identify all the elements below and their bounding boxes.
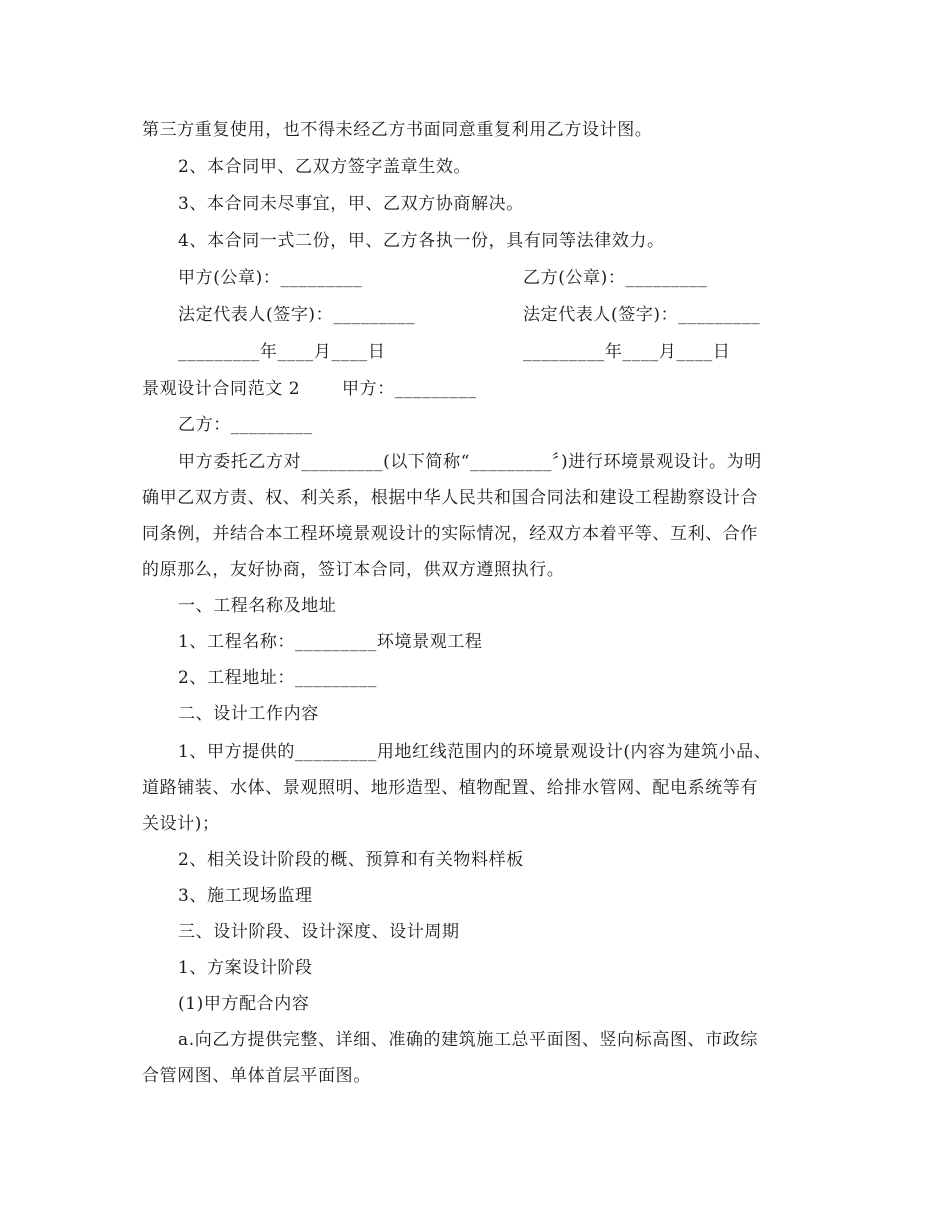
section-3-subitem-1: (1)甲方配合内容 (178, 994, 310, 1014)
party-b-date: _________年____月____日 (523, 342, 731, 362)
section-2-item-1-line-3: 关设计)； (142, 814, 220, 834)
section-3-a-line-1: a.向乙方提供完整、详细、准确的建筑施工总平面图、竖向标高图、市政综 (178, 1030, 758, 1050)
section-3-title: 三、设计阶段、设计深度、设计周期 (178, 922, 460, 942)
intro-line-2: 确甲乙双方责、权、利关系，根据中华人民共和国合同法和建设工程勘察设计合 (142, 488, 758, 508)
clause-2: 2、本合同甲、乙双方签字盖章生效。 (178, 157, 472, 177)
clause-3: 3、本合同未尽事宜，甲、乙双方协商解决。 (178, 194, 524, 214)
section-2-title: 二、设计工作内容 (178, 704, 319, 724)
intro-line-4: 的原那么，友好协商，签订本合同，供双方遵照执行。 (142, 560, 565, 580)
paragraph-line: 第三方重复使用，也不得未经乙方书面同意重复利用乙方设计图。 (142, 120, 653, 140)
second-contract-title: 景观设计合同范文 2 (142, 379, 301, 399)
intro-line-3: 同条例，并结合本工程环境景观设计的实际情况，经双方本着平等、互利、合作 (142, 524, 758, 544)
section-1-item-1: 1、工程名称：_________环境景观工程 (178, 632, 483, 652)
party-b-representative: 法定代表人(签字)：_________ (523, 305, 761, 325)
second-contract-party-a: 甲方：_________ (342, 379, 477, 399)
party-a-seal: 甲方(公章)：_________ (178, 268, 363, 288)
clause-4: 4、本合同一式二份，甲、乙方各执一份，具有同等法律效力。 (178, 231, 665, 251)
party-a-representative: 法定代表人(签字)：_________ (178, 305, 416, 325)
section-3-item-1: 1、方案设计阶段 (178, 958, 313, 978)
section-2-item-1-line-2: 道路铺装、水体、景观照明、地形造型、植物配置、给排水管网、配电系统等有 (142, 778, 758, 798)
section-2-item-3: 3、施工现场监理 (178, 886, 313, 906)
section-2-item-2: 2、相关设计阶段的概、预算和有关物料样板 (178, 850, 524, 870)
section-3-a-line-2: 合管网图、单体首层平面图。 (142, 1066, 371, 1086)
section-2-item-1-line-1: 1、甲方提供的_________用地红线范围内的环境景观设计(内容为建筑小品、 (178, 742, 772, 762)
section-1-item-2: 2、工程地址：_________ (178, 668, 377, 688)
intro-line-1: 甲方委托乙方对_________(以下简称“_________〞)进行环境景观设计。为明 (178, 452, 762, 472)
party-b-seal: 乙方(公章)：_________ (523, 268, 708, 288)
section-1-title: 一、工程名称及地址 (178, 596, 337, 616)
second-contract-party-b: 乙方：_________ (178, 415, 313, 435)
party-a-date: _________年____月____日 (178, 342, 386, 362)
